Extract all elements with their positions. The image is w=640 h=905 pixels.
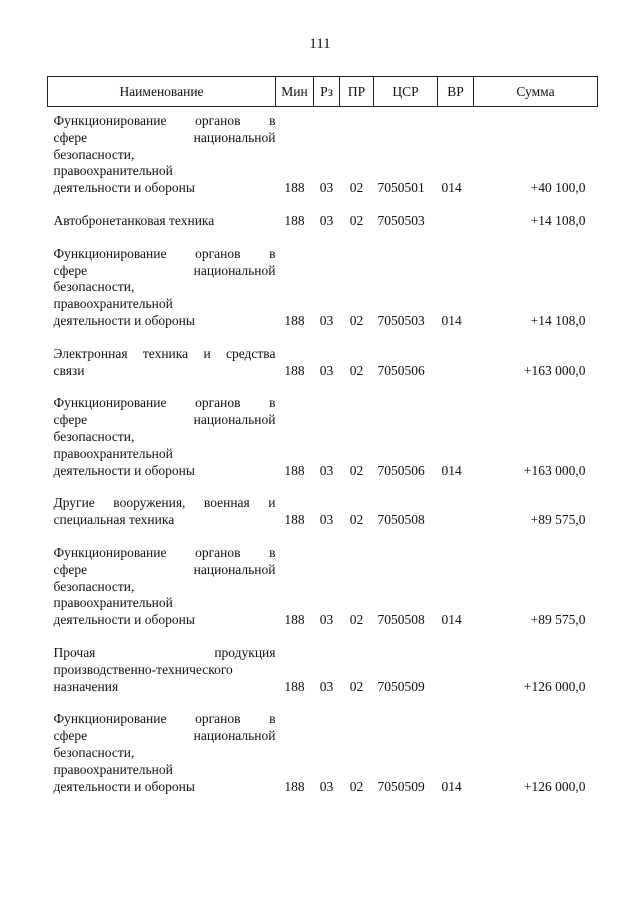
name-line: сфере национальной <box>53 728 276 744</box>
name-line: безопасности, <box>53 744 135 760</box>
cell-vr: 014 <box>441 778 462 794</box>
cell-sum: +163 000,0 <box>523 362 586 378</box>
name-line: сфере национальной <box>53 412 276 428</box>
cell-sum: +163 000,0 <box>523 462 586 478</box>
cell-csr: 7050508 <box>377 512 425 528</box>
cell-name <box>48 330 276 380</box>
header-vr: ВР <box>438 77 474 107</box>
cell-vr: 014 <box>441 462 462 478</box>
cell-sum: +126 000,0 <box>523 778 586 794</box>
cell-rz: 03 <box>319 678 334 694</box>
name-line: Функционирование органов в <box>53 395 276 411</box>
cell-name <box>48 107 276 197</box>
cell-min: 188 <box>284 462 305 478</box>
header-pr: ПР <box>340 77 374 107</box>
cell-vr <box>438 629 474 695</box>
name-line: безопасности, <box>53 428 135 444</box>
cell-rz: 03 <box>319 212 334 228</box>
cell-rz: 03 <box>319 612 334 628</box>
cell-min: 188 <box>284 362 305 378</box>
name-line: Прочая продукция <box>53 644 276 660</box>
page-number: 111 <box>309 36 331 52</box>
cell-min: 188 <box>284 312 305 328</box>
cell-min: 188 <box>284 612 305 628</box>
cell-pr: 02 <box>349 612 364 628</box>
cell-name <box>48 379 276 479</box>
name-line: правоохранительной <box>53 595 173 611</box>
table-row <box>48 629 598 695</box>
cell-name <box>48 230 276 330</box>
cell-name <box>48 197 276 230</box>
cell-rz: 03 <box>319 512 334 528</box>
name-line: Функционирование органов в <box>53 711 276 727</box>
name-line: Автобронетанковая техника <box>53 212 215 228</box>
cell-rz: 03 <box>319 180 334 196</box>
cell-csr: 7050503 <box>377 312 425 328</box>
cell-vr <box>438 197 474 230</box>
cell-min: 188 <box>284 778 305 794</box>
name-line: назначения <box>53 678 119 694</box>
name-line: сфере национальной <box>53 262 276 278</box>
name-line: Функционирование органов в <box>53 245 276 261</box>
table-row <box>48 330 598 380</box>
cell-name <box>48 695 276 795</box>
name-line: Электронная техника и средства <box>53 345 276 361</box>
cell-min: 188 <box>284 678 305 694</box>
cell-sum: +126 000,0 <box>523 678 586 694</box>
cell-vr: 014 <box>441 612 462 628</box>
name-line: правоохранительной <box>53 761 173 777</box>
cell-pr: 02 <box>349 678 364 694</box>
name-line: безопасности, <box>53 279 135 295</box>
name-line: связи <box>53 362 85 378</box>
cell-vr: 014 <box>441 312 462 328</box>
cell-sum: +89 575,0 <box>530 612 586 628</box>
name-line: Другие вооружения, военная и <box>53 495 276 511</box>
name-line: производственно-технического <box>53 661 233 677</box>
name-line: правоохранительной <box>53 163 173 179</box>
cell-csr: 7050506 <box>377 362 425 378</box>
cell-csr: 7050506 <box>377 462 425 478</box>
cell-csr: 7050508 <box>377 612 425 628</box>
table-row <box>48 230 598 330</box>
cell-csr: 7050509 <box>377 678 425 694</box>
cell-pr: 02 <box>349 312 364 328</box>
table-row <box>48 695 598 795</box>
table-row <box>48 197 598 230</box>
table-body <box>48 107 598 796</box>
cell-rz: 03 <box>319 778 334 794</box>
cell-csr: 7050501 <box>377 180 425 196</box>
name-line: Функционирование органов в <box>53 113 276 128</box>
header-sum: Сумма <box>474 77 598 107</box>
cell-rz: 03 <box>319 312 334 328</box>
cell-sum: +89 575,0 <box>530 512 586 528</box>
cell-pr: 02 <box>349 462 364 478</box>
name-line: специальная техника <box>53 512 175 528</box>
table-row <box>48 529 598 629</box>
cell-vr <box>438 330 474 380</box>
cell-min: 188 <box>284 180 305 196</box>
header-name: Наименование <box>48 77 276 107</box>
cell-sum: +40 100,0 <box>530 180 586 196</box>
table-row <box>48 479 598 529</box>
cell-min: 188 <box>284 512 305 528</box>
name-line: правоохранительной <box>53 296 173 312</box>
name-line: Функционирование органов в <box>53 544 276 560</box>
table-header <box>48 77 598 107</box>
header-min: Мин <box>276 77 314 107</box>
table-row <box>48 107 598 197</box>
name-line: деятельности и обороны <box>53 778 195 794</box>
cell-pr: 02 <box>349 778 364 794</box>
cell-name <box>48 479 276 529</box>
cell-csr: 7050503 <box>377 212 425 228</box>
name-line: безопасности, <box>53 578 135 594</box>
cell-csr: 7050509 <box>377 778 425 794</box>
cell-rz: 03 <box>319 362 334 378</box>
cell-name <box>48 629 276 695</box>
name-line: деятельности и обороны <box>53 612 195 628</box>
budget-table <box>47 76 598 795</box>
cell-rz: 03 <box>319 462 334 478</box>
cell-name <box>48 529 276 629</box>
cell-pr: 02 <box>349 212 364 228</box>
name-line: безопасности, <box>53 146 135 162</box>
name-line: сфере национальной <box>53 129 276 145</box>
name-line: сфере национальной <box>53 561 276 577</box>
cell-pr: 02 <box>349 512 364 528</box>
cell-sum: +14 108,0 <box>530 212 586 228</box>
cell-sum: +14 108,0 <box>530 312 586 328</box>
table-row <box>48 379 598 479</box>
name-line: деятельности и обороны <box>53 462 195 478</box>
cell-vr: 014 <box>441 180 462 196</box>
cell-pr: 02 <box>349 362 364 378</box>
header-rz: Рз <box>314 77 340 107</box>
cell-pr: 02 <box>349 180 364 196</box>
cell-vr <box>438 479 474 529</box>
name-line: деятельности и обороны <box>53 312 195 328</box>
cell-min: 188 <box>284 212 305 228</box>
name-line: деятельности и обороны <box>53 180 195 196</box>
name-line: правоохранительной <box>53 445 173 461</box>
header-csr: ЦСР <box>374 77 438 107</box>
